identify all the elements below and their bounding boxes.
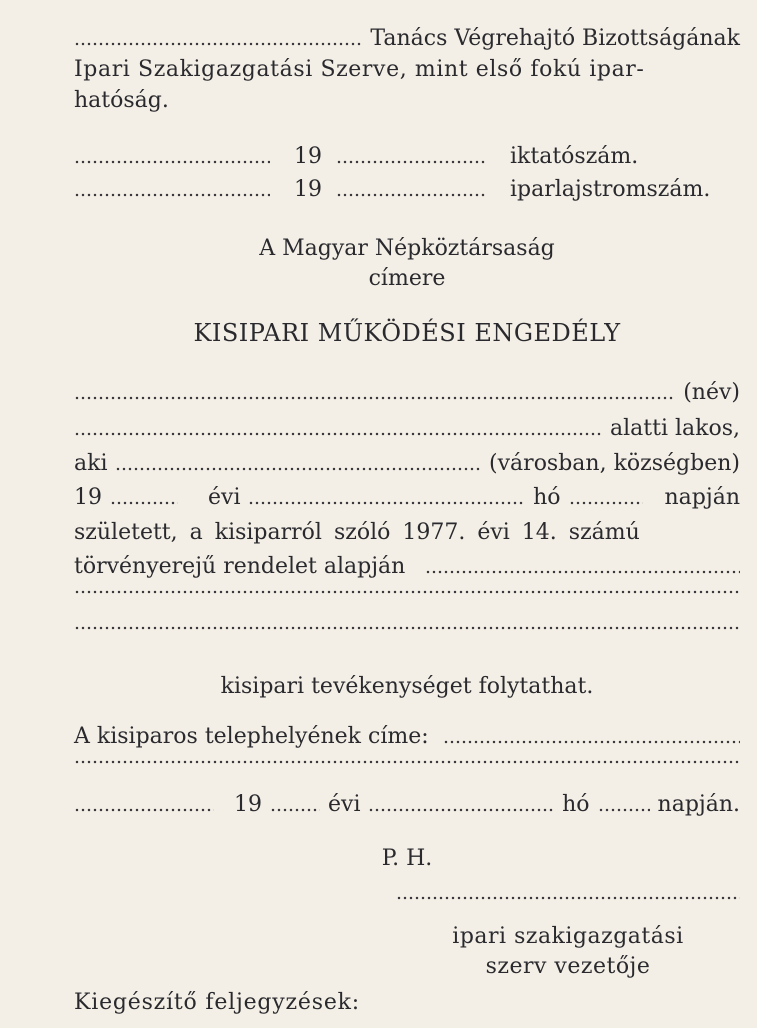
fill-in-place[interactable]	[115, 467, 481, 471]
fill-in-registry-prefix[interactable]	[74, 160, 270, 164]
fill-in-birth-day[interactable]	[569, 501, 643, 505]
fill-in-registry-number[interactable]	[336, 160, 486, 164]
coat-of-arms-line2: címere	[368, 266, 446, 291]
signature-title-line2: szerv vezetője	[485, 954, 651, 979]
fill-in-address[interactable]	[74, 432, 602, 436]
site-address-fill-line-2	[74, 760, 740, 770]
trade-register-line: 19 iparlajstromszám.	[74, 177, 740, 203]
fill-in-birth-month[interactable]	[248, 501, 525, 505]
authority-line-2: Ipari Szakigazgatási Szerve, mint első fokú ipar-	[74, 57, 645, 82]
fill-in-activity-1[interactable]	[425, 570, 740, 574]
fill-in-site-address[interactable]	[443, 740, 740, 744]
fill-in-issue-place[interactable]	[74, 808, 214, 812]
signature-title-line1: ipari szakigazgatási	[452, 924, 684, 949]
resident-line: alatti lakos,	[74, 416, 740, 442]
registry-number-line: 19 iktatószám.	[74, 144, 740, 170]
stamp-placeholder: P. H.	[381, 846, 433, 871]
fill-in-name[interactable]	[74, 396, 675, 400]
place-line: aki (városban, községben)	[74, 451, 740, 476]
fill-in-issue-day[interactable]	[598, 808, 650, 812]
fill-in-activity-2[interactable]	[74, 590, 740, 594]
birth-date-line: 19 évi hó napján	[74, 485, 740, 510]
authority-line: Tanács Végrehajtó Bizottságának	[74, 26, 740, 52]
decree-line: törvényerejű rendelet alapján	[74, 554, 740, 580]
fill-in-activity-3[interactable]	[74, 626, 740, 630]
authority-line-3: hatóság.	[74, 88, 169, 113]
signature-fill-line	[396, 896, 740, 906]
fill-in-trade-prefix[interactable]	[74, 193, 270, 197]
site-address-line: A kisiparos telephelyének címe:	[74, 724, 740, 750]
name-line: (név)	[74, 380, 740, 406]
document-title: KISIPARI MŰKÖDÉSI ENGEDÉLY	[193, 319, 621, 347]
fill-in-site-address-2[interactable]	[74, 760, 740, 764]
fill-in-authority[interactable]	[74, 42, 362, 46]
born-line: született, a kisiparról szóló 1977. évi 14. számú	[74, 520, 640, 545]
fill-in-trade-number[interactable]	[336, 193, 486, 197]
activity-line: kisipari tevékenységet folytathat.	[220, 674, 594, 699]
signature-field[interactable]	[396, 896, 740, 900]
supplementary-notes-label: Kiegészítő feljegyzések:	[74, 990, 361, 1015]
fill-in-birth-year[interactable]	[110, 501, 178, 505]
activity-fill-line-3	[74, 626, 740, 636]
coat-of-arms-line1: A Magyar Népköztársaság	[259, 236, 555, 261]
fill-in-issue-year[interactable]	[270, 808, 320, 812]
activity-fill-line-2	[74, 590, 740, 600]
fill-in-issue-month[interactable]	[368, 808, 554, 812]
issue-date-line: 19 évi hó napján.	[74, 792, 740, 818]
